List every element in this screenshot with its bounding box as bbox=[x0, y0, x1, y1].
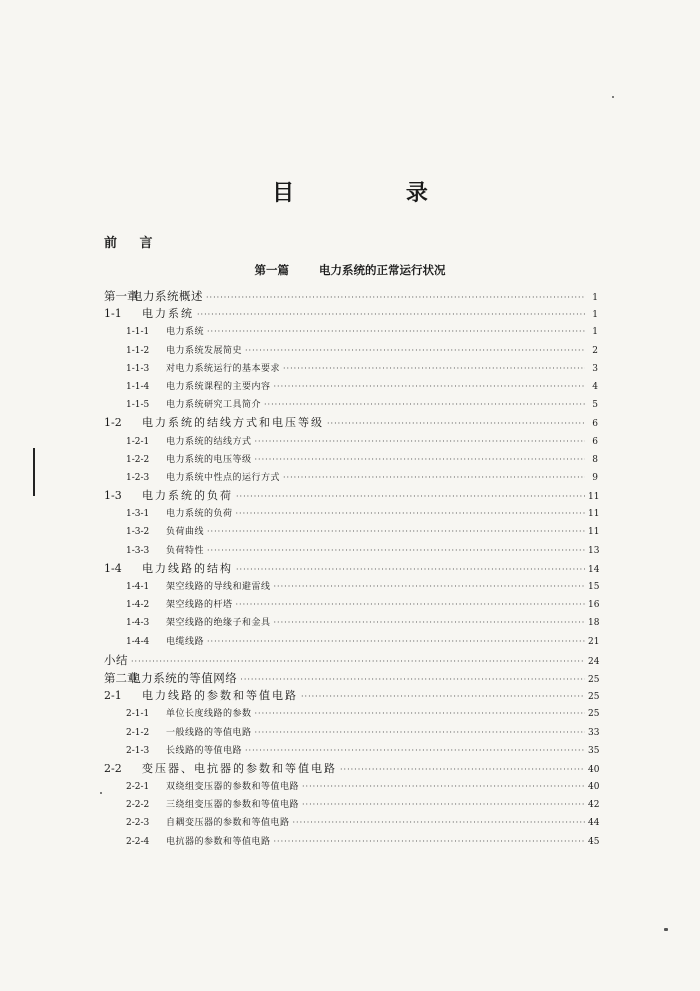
toc-leader-dots bbox=[274, 578, 585, 596]
toc-entry[interactable] bbox=[104, 633, 598, 651]
toc-entry-page: 1 bbox=[592, 327, 598, 338]
toc-entry-label: 电抗器的参数和等值电路 bbox=[166, 836, 271, 847]
toc-entry-label: 架空线路的导线和避雷线 bbox=[166, 582, 271, 592]
toc-entry-label: 电力系统的电压等级 bbox=[166, 454, 252, 465]
toc-leader-dots bbox=[255, 451, 585, 469]
toc-leader-dots bbox=[274, 378, 585, 396]
toc-entry-label: 双绕组变压器的参数和等值电路 bbox=[166, 782, 300, 793]
toc-entry[interactable] bbox=[104, 305, 598, 323]
toc-entry-page: 14 bbox=[588, 564, 600, 575]
toc-entry-label: 变压器、电抗器的参数和等值电路 bbox=[142, 761, 337, 775]
toc-entry-number: 1-3-3 bbox=[126, 545, 150, 556]
toc-entry[interactable] bbox=[104, 560, 598, 578]
toc-entry-page: 1 bbox=[592, 310, 598, 321]
toc-entry-label: 电力系统课程的主要内容 bbox=[166, 381, 271, 392]
toc-entry-number: 1-4-4 bbox=[126, 636, 150, 647]
toc-entry-number: 2-2-1 bbox=[126, 782, 150, 793]
scan-speck bbox=[612, 96, 614, 98]
toc-entry-number: 2-1-1 bbox=[126, 709, 150, 720]
toc-leader-dots bbox=[236, 488, 585, 506]
toc-entry-page: 24 bbox=[588, 656, 600, 667]
toc-entry[interactable] bbox=[104, 796, 598, 814]
toc-entry-page: 25 bbox=[588, 692, 600, 703]
toc-entry-page: 35 bbox=[588, 745, 600, 756]
toc-leader-dots bbox=[302, 778, 585, 796]
toc-leader-dots bbox=[236, 505, 585, 523]
toc-entry[interactable] bbox=[104, 523, 598, 541]
toc-entry-label: 架空线路的绝缘子和金具 bbox=[166, 618, 271, 629]
toc-leader-dots bbox=[283, 360, 585, 378]
toc-entry[interactable] bbox=[104, 451, 598, 469]
toc-leader-dots bbox=[207, 323, 585, 341]
toc-entry-number: 2-2 bbox=[104, 761, 122, 775]
toc-entry[interactable] bbox=[104, 833, 598, 851]
toc-entry[interactable] bbox=[104, 542, 598, 560]
scan-speck bbox=[664, 928, 668, 931]
toc-entry[interactable] bbox=[104, 705, 598, 723]
toc-entry-label: 自耦变压器的参数和等值电路 bbox=[166, 818, 290, 829]
toc-entry-number: 1-2-3 bbox=[126, 472, 150, 483]
toc-leader-dots bbox=[207, 523, 585, 541]
toc-entry-page: 5 bbox=[592, 400, 598, 411]
toc-entry-number: 1-4 bbox=[104, 561, 122, 575]
toc-leader-dots bbox=[245, 342, 585, 360]
toc-entry-label: 电力系统中性点的运行方式 bbox=[166, 472, 281, 483]
toc-entry-label: 电力线路的结构 bbox=[142, 561, 233, 575]
toc-entry-number: 2-1-3 bbox=[126, 745, 150, 756]
toc-entry-label: 架空线路的杆塔 bbox=[166, 600, 233, 611]
toc-entry-page: 11 bbox=[588, 492, 600, 503]
toc-entry[interactable] bbox=[104, 505, 598, 523]
toc-entry[interactable] bbox=[104, 487, 598, 505]
toc-entry-page: 1 bbox=[592, 293, 598, 303]
toc-entry[interactable] bbox=[104, 378, 598, 396]
toc-entry-page: 33 bbox=[588, 727, 600, 738]
toc-entry[interactable] bbox=[104, 760, 598, 778]
toc-entry-page: 45 bbox=[588, 836, 600, 847]
toc-entry[interactable] bbox=[104, 323, 598, 341]
toc-entry-page: 6 bbox=[592, 436, 598, 447]
toc-entry-number: 1-1-1 bbox=[126, 327, 150, 338]
toc-entry-label: 电力系统概述 bbox=[131, 289, 204, 303]
toc-leader-dots bbox=[264, 396, 585, 414]
toc-entry-page: 8 bbox=[592, 454, 598, 465]
toc-entry-number: 第一章 bbox=[104, 289, 139, 303]
toc-leader-dots bbox=[302, 796, 585, 814]
toc-entry[interactable] bbox=[104, 342, 598, 360]
toc-entry-page: 11 bbox=[588, 527, 600, 538]
toc-entry-number: 2-2-3 bbox=[126, 818, 150, 829]
toc-entry-number: 1-3-2 bbox=[126, 527, 150, 538]
toc-entry-number: 第二章 bbox=[104, 670, 139, 685]
toc-entry-number: 1-3 bbox=[104, 489, 122, 503]
toc-entry-number: 1-1-3 bbox=[126, 363, 150, 374]
toc-entry-page: 42 bbox=[588, 800, 600, 811]
toc-entry-page: 25 bbox=[588, 709, 600, 720]
toc-entry[interactable] bbox=[104, 433, 598, 451]
toc-entry-label: 电力系统发展简史 bbox=[166, 345, 243, 356]
toc-entry-page: 4 bbox=[592, 381, 598, 392]
toc-entry-label: 电力线路的参数和等值电路 bbox=[142, 689, 298, 703]
toc-entry-page: 2 bbox=[592, 345, 598, 356]
toc-entry-label: 长线路的等值电路 bbox=[166, 745, 243, 756]
toc-entry-number: 1-4-3 bbox=[126, 618, 150, 629]
toc-entry-page: 6 bbox=[592, 419, 598, 430]
toc-entry-number: 1-2 bbox=[104, 416, 122, 430]
toc-entry-page: 25 bbox=[588, 674, 600, 685]
toc-entry-page: 40 bbox=[588, 782, 600, 793]
scan-speck bbox=[100, 792, 102, 794]
toc-entry-label: 电力系统 bbox=[142, 307, 194, 321]
toc-entry[interactable] bbox=[104, 742, 598, 760]
toc-entry-label: 电力系统 bbox=[166, 327, 205, 338]
toc-entry[interactable] bbox=[104, 687, 598, 705]
toc-entry-label: 电缆线路 bbox=[166, 636, 205, 647]
toc-leader-dots bbox=[197, 306, 585, 324]
toc-entry-number: 2-2-4 bbox=[126, 836, 150, 847]
toc-leader-dots bbox=[301, 688, 585, 706]
toc-entry-page: 16 bbox=[588, 600, 600, 611]
toc-entry[interactable] bbox=[104, 414, 598, 432]
toc-entry-label: 一般线路的等值电路 bbox=[166, 727, 252, 738]
toc-entry-label: 三绕组变压器的参数和等值电路 bbox=[166, 800, 300, 811]
toc-entry[interactable] bbox=[104, 614, 598, 632]
part-heading bbox=[0, 262, 700, 278]
toc-entry[interactable] bbox=[104, 651, 598, 669]
toc-entry-label: 电力系统的负荷 bbox=[166, 509, 233, 520]
toc-entry[interactable] bbox=[104, 596, 598, 614]
toc-entry-label: 电力系统的结线方式和电压等级 bbox=[142, 416, 324, 430]
toc-entry-page: 18 bbox=[588, 618, 600, 629]
toc-entry[interactable] bbox=[104, 469, 598, 487]
toc-entry-label: 负荷特性 bbox=[166, 545, 205, 556]
toc-leader-dots bbox=[207, 542, 585, 560]
toc-entry[interactable] bbox=[104, 396, 598, 414]
toc-entry-number: 1-1-2 bbox=[126, 345, 150, 356]
toc-entry-number: 1-4-2 bbox=[126, 600, 150, 611]
scan-mark bbox=[33, 448, 35, 496]
toc-entry-label: 电力系统的结线方式 bbox=[166, 436, 252, 447]
toc-leader-dots bbox=[245, 742, 585, 760]
toc-entry-number: 2-1-2 bbox=[126, 727, 150, 738]
toc-entry-page: 11 bbox=[588, 509, 600, 520]
toc-entry-label: 电力系统的负荷 bbox=[142, 489, 233, 503]
toc-entry-number: 1-4-1 bbox=[126, 582, 150, 592]
toc-entry-number: 1-2-1 bbox=[126, 436, 150, 447]
toc-leader-dots bbox=[255, 433, 585, 451]
toc-entry-page: 15 bbox=[588, 582, 600, 592]
toc-leader-dots bbox=[236, 561, 585, 579]
toc-entry[interactable] bbox=[104, 578, 598, 596]
toc-entry[interactable] bbox=[104, 287, 598, 305]
toc-entry-page: 44 bbox=[588, 818, 600, 829]
toc-list bbox=[104, 287, 598, 851]
part-number: 第一篇 bbox=[254, 263, 289, 277]
toc-entry[interactable] bbox=[104, 814, 598, 832]
toc-leader-dots bbox=[236, 596, 585, 614]
toc-entry-number: 2-1 bbox=[104, 689, 122, 703]
toc-entry-number: 1-2-2 bbox=[126, 454, 150, 465]
toc-leader-dots bbox=[283, 469, 585, 487]
toc-leader-dots bbox=[327, 415, 585, 433]
toc-leader-dots bbox=[255, 724, 585, 742]
toc-entry-label: 电力系统的等值网络 bbox=[129, 670, 238, 685]
toc-entry-page: 40 bbox=[588, 764, 600, 775]
toc-entry-label: 单位长度线路的参数 bbox=[166, 709, 252, 720]
toc-entry[interactable] bbox=[104, 669, 598, 687]
toc-entry-number: 1-1 bbox=[104, 307, 122, 321]
toc-entry-label: 电力系统研究工具简介 bbox=[166, 400, 262, 411]
toc-entry[interactable] bbox=[104, 360, 598, 378]
toc-leader-dots bbox=[340, 761, 585, 779]
page-title: 目 录 bbox=[272, 180, 480, 206]
toc-entry[interactable] bbox=[104, 724, 598, 742]
toc-entry[interactable] bbox=[104, 778, 598, 796]
part-title: 电力系统的正常运行状况 bbox=[319, 263, 446, 277]
toc-entry-number: 1-3-1 bbox=[126, 509, 150, 520]
toc-leader-dots bbox=[274, 833, 585, 851]
toc-leader-dots bbox=[255, 705, 585, 723]
toc-entry-page: 3 bbox=[592, 363, 598, 374]
toc-leader-dots bbox=[274, 614, 585, 632]
toc-entry-page: 9 bbox=[592, 472, 598, 483]
toc-entry-number: 2-2-2 bbox=[126, 800, 150, 811]
toc-leader-dots bbox=[207, 633, 585, 651]
toc-entry-page: 13 bbox=[588, 545, 600, 556]
toc-entry-label: 负荷曲线 bbox=[166, 527, 205, 538]
toc-entry-page: 21 bbox=[588, 636, 600, 647]
toc-entry-number: 1-1-4 bbox=[126, 381, 150, 392]
toc-leader-dots bbox=[293, 814, 585, 832]
toc-entry-number: 1-1-5 bbox=[126, 400, 150, 411]
toc-entry-label: 小结 bbox=[104, 652, 128, 667]
preface-heading: 前 言 bbox=[104, 236, 162, 251]
toc-entry-label: 对电力系统运行的基本要求 bbox=[166, 363, 281, 374]
